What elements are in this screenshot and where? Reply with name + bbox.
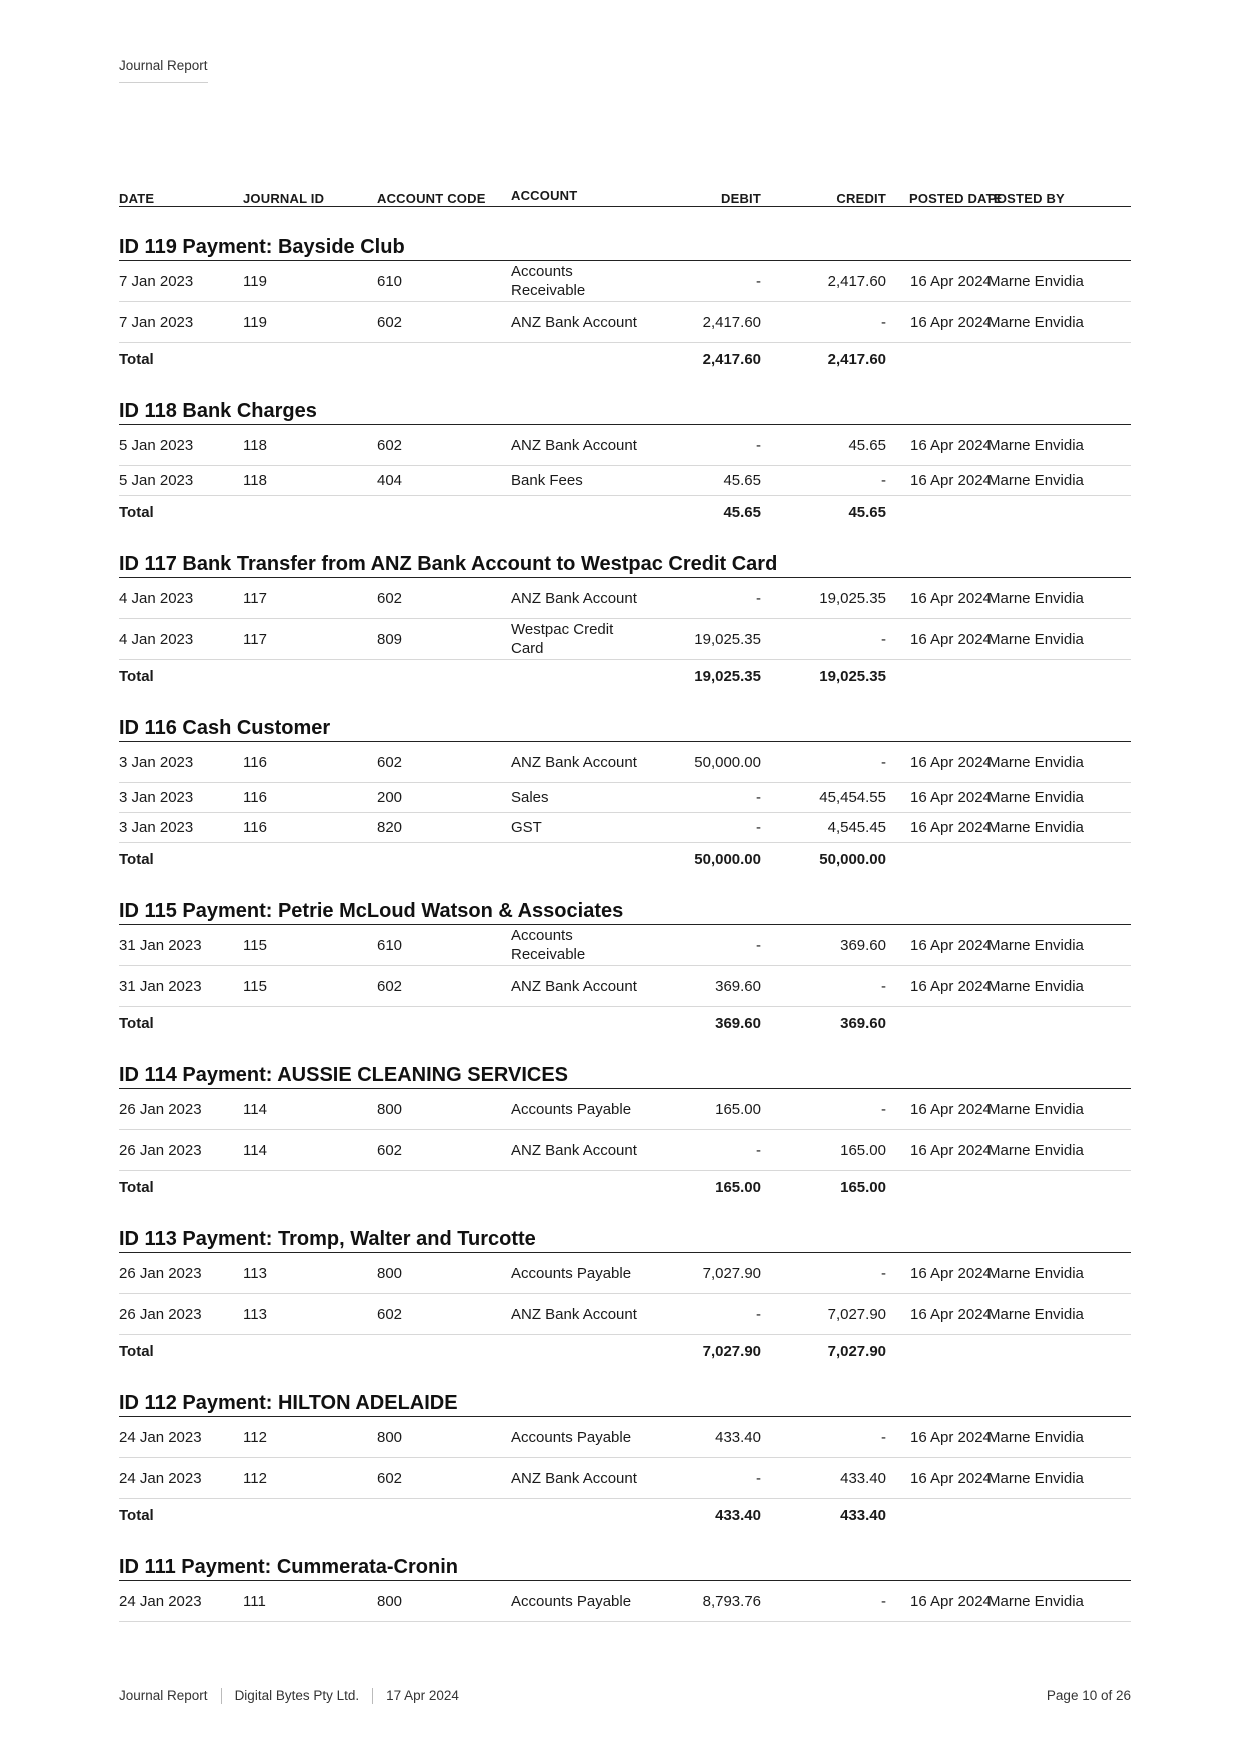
- cell-account: Bank Fees: [511, 472, 583, 489]
- cell-posted-date: 16 Apr 2024: [910, 789, 991, 806]
- total-row: [119, 1335, 1131, 1367]
- cell-credit: -: [881, 1592, 886, 1610]
- total-credit: 2,417.60: [827, 350, 886, 368]
- cell-credit: -: [881, 1100, 886, 1118]
- cell-journal-id: 111: [243, 1592, 266, 1610]
- total-label: Total: [119, 1178, 154, 1196]
- table-row: [119, 1417, 1131, 1458]
- cell-account-code: 800: [377, 1264, 403, 1282]
- table-row: [119, 925, 1131, 966]
- cell-debit: -: [756, 1305, 761, 1323]
- cell-posted-date: 16 Apr 2024: [910, 819, 991, 836]
- cell-account-code: 800: [377, 1592, 403, 1610]
- cell-journal-id: 114: [243, 1141, 267, 1159]
- cell-posted-by: Marne Envidia: [988, 1305, 1084, 1323]
- cell-posted-date: 16 Apr 2024: [910, 1592, 991, 1610]
- total-label: Total: [119, 1014, 154, 1032]
- cell-account: ANZ Bank Account: [511, 1141, 637, 1159]
- table-row: [119, 742, 1131, 783]
- cell-account-code: 610: [377, 936, 403, 954]
- cell-journal-id: 119: [243, 272, 267, 290]
- journal-report-table: [119, 182, 1131, 1622]
- cell-posted-by: Marne Envidia: [988, 436, 1084, 454]
- table-row: [119, 813, 1131, 843]
- total-row: [119, 660, 1131, 692]
- cell-debit: 165.00: [715, 1100, 761, 1118]
- cell-journal-id: 117: [243, 630, 267, 648]
- cell-account: ANZ Bank Account: [511, 1469, 637, 1487]
- footer-separator: [372, 1688, 373, 1704]
- table-row: [119, 1294, 1131, 1335]
- cell-credit: -: [881, 753, 886, 771]
- cell-date: 4 Jan 2023: [119, 589, 194, 607]
- total-row: [119, 343, 1131, 375]
- total-debit: 433.40: [715, 1506, 761, 1524]
- total-debit: 19,025.35: [694, 667, 761, 685]
- cell-posted-by: Marne Envidia: [988, 789, 1084, 806]
- cell-date: 3 Jan 2023: [119, 789, 194, 806]
- cell-posted-by: Marne Envidia: [988, 630, 1084, 648]
- cell-account: Accounts Payable: [511, 1428, 632, 1446]
- journal-section-title: ID 113 Payment: Tromp, Walter and Turcotte: [119, 1227, 1131, 1253]
- cell-date: 5 Jan 2023: [119, 472, 194, 489]
- cell-date: 31 Jan 2023: [119, 936, 202, 954]
- journal-section: [119, 716, 1131, 875]
- cell-posted-date: 16 Apr 2024: [910, 589, 991, 607]
- table-row: [119, 1253, 1131, 1294]
- journal-section: [119, 235, 1131, 375]
- cell-credit: 19,025.35: [819, 589, 886, 607]
- cell-account: ANZ Bank Account: [511, 753, 637, 771]
- cell-posted-by: Marne Envidia: [988, 589, 1084, 607]
- cell-debit: -: [756, 819, 761, 836]
- cell-credit: 165.00: [840, 1141, 886, 1159]
- cell-account-code: 602: [377, 1141, 403, 1159]
- cell-posted-by: Marne Envidia: [988, 753, 1084, 771]
- total-label: Total: [119, 350, 154, 368]
- cell-account: Accounts Payable: [511, 1100, 632, 1118]
- cell-account-code: 602: [377, 1469, 403, 1487]
- total-debit: 45.65: [723, 503, 761, 521]
- table-row: [119, 966, 1131, 1007]
- cell-posted-date: 16 Apr 2024: [910, 1428, 991, 1446]
- total-label: Total: [119, 1342, 154, 1360]
- cell-account-code: 800: [377, 1100, 403, 1118]
- total-row: [119, 1007, 1131, 1039]
- cell-debit: 8,793.76: [702, 1592, 761, 1610]
- table-row: [119, 783, 1131, 813]
- column-header-debit: DEBIT: [721, 191, 761, 206]
- cell-account: Sales: [511, 789, 549, 806]
- cell-account: ANZ Bank Account: [511, 436, 637, 454]
- cell-date: 26 Jan 2023: [119, 1141, 202, 1159]
- column-header-posted-date: POSTED DATE: [909, 191, 1003, 206]
- cell-account-code: 820: [377, 819, 403, 836]
- table-row: [119, 466, 1131, 496]
- cell-journal-id: 115: [243, 977, 267, 995]
- cell-credit: 45.65: [848, 436, 886, 454]
- cell-posted-by: Marne Envidia: [988, 819, 1084, 836]
- journal-section: [119, 552, 1131, 692]
- table-row: [119, 619, 1131, 660]
- cell-debit: 369.60: [715, 977, 761, 995]
- cell-account-code: 602: [377, 589, 403, 607]
- total-credit: 45.65: [848, 503, 886, 521]
- total-debit: 7,027.90: [702, 1342, 761, 1360]
- cell-credit: -: [881, 1264, 886, 1282]
- table-row: [119, 302, 1131, 343]
- cell-date: 24 Jan 2023: [119, 1469, 202, 1487]
- total-credit: 7,027.90: [827, 1342, 886, 1360]
- cell-posted-by: Marne Envidia: [988, 977, 1084, 995]
- cell-date: 3 Jan 2023: [119, 819, 194, 836]
- cell-posted-by: Marne Envidia: [988, 272, 1084, 290]
- table-row: [119, 1089, 1131, 1130]
- cell-posted-by: Marne Envidia: [988, 1141, 1084, 1159]
- cell-debit: 7,027.90: [702, 1264, 761, 1282]
- journal-section-title: ID 112 Payment: HILTON ADELAIDE: [119, 1391, 1131, 1417]
- cell-account: ANZ Bank Account: [511, 1305, 637, 1323]
- footer-report-name: Journal Report: [119, 1688, 208, 1703]
- cell-credit: -: [881, 1428, 886, 1446]
- cell-date: 31 Jan 2023: [119, 977, 202, 995]
- cell-journal-id: 116: [243, 753, 267, 771]
- table-row: [119, 1581, 1131, 1622]
- cell-account: ANZ Bank Account: [511, 589, 637, 607]
- footer-page-number: Page 10 of 26: [1046, 1688, 1131, 1703]
- cell-journal-id: 114: [243, 1100, 267, 1118]
- total-row: [119, 843, 1131, 875]
- total-debit: 165.00: [715, 1178, 761, 1196]
- column-header-account: ACCOUNT: [511, 188, 578, 203]
- cell-date: 26 Jan 2023: [119, 1100, 202, 1118]
- cell-account: ANZ Bank Account: [511, 313, 637, 331]
- cell-credit: -: [881, 472, 886, 489]
- cell-journal-id: 113: [243, 1305, 267, 1323]
- total-debit: 2,417.60: [702, 350, 761, 368]
- cell-credit: -: [881, 630, 886, 648]
- cell-journal-id: 118: [243, 436, 267, 454]
- cell-posted-by: Marne Envidia: [988, 1469, 1084, 1487]
- cell-posted-date: 16 Apr 2024: [910, 272, 991, 290]
- cell-posted-date: 16 Apr 2024: [910, 313, 991, 331]
- total-debit: 369.60: [715, 1014, 761, 1032]
- journal-section: [119, 1391, 1131, 1531]
- cell-account: GST: [511, 819, 542, 836]
- cell-posted-by: Marne Envidia: [988, 1592, 1084, 1610]
- cell-debit: 50,000.00: [694, 753, 761, 771]
- journal-sections: [119, 235, 1131, 1622]
- cell-debit: -: [756, 1469, 761, 1487]
- journal-section-title: ID 115 Payment: Petrie McLoud Watson & Associates: [119, 899, 1131, 925]
- total-label: Total: [119, 1506, 154, 1524]
- cell-posted-date: 16 Apr 2024: [910, 1100, 991, 1118]
- journal-section-title: ID 116 Cash Customer: [119, 716, 1131, 742]
- total-credit: 19,025.35: [819, 667, 886, 685]
- journal-section-title: ID 111 Payment: Cummerata-Cronin: [119, 1555, 1131, 1581]
- cell-debit: 433.40: [715, 1428, 761, 1446]
- cell-date: 7 Jan 2023: [119, 272, 194, 290]
- cell-account-code: 404: [377, 472, 403, 489]
- table-row: [119, 425, 1131, 466]
- cell-account-code: 602: [377, 436, 403, 454]
- column-header-row: [119, 182, 1131, 207]
- cell-credit: -: [881, 313, 886, 331]
- cell-account: Westpac Credit Card: [511, 621, 614, 657]
- cell-debit: -: [756, 936, 761, 954]
- journal-section-title: ID 114 Payment: AUSSIE CLEANING SERVICES: [119, 1063, 1131, 1089]
- total-credit: 50,000.00: [819, 850, 886, 868]
- cell-journal-id: 118: [243, 472, 267, 489]
- cell-journal-id: 116: [243, 789, 267, 806]
- cell-account-code: 602: [377, 977, 403, 995]
- total-label: Total: [119, 503, 154, 521]
- cell-journal-id: 112: [243, 1428, 267, 1446]
- cell-date: 26 Jan 2023: [119, 1264, 202, 1282]
- cell-date: 7 Jan 2023: [119, 313, 194, 331]
- cell-posted-date: 16 Apr 2024: [910, 630, 991, 648]
- total-credit: 165.00: [840, 1178, 886, 1196]
- cell-debit: 19,025.35: [694, 630, 761, 648]
- cell-credit: 2,417.60: [827, 272, 886, 290]
- cell-debit: -: [756, 789, 761, 806]
- journal-section-title: ID 119 Payment: Bayside Club: [119, 235, 1131, 261]
- cell-date: 24 Jan 2023: [119, 1428, 202, 1446]
- cell-posted-by: Marne Envidia: [988, 936, 1084, 954]
- cell-debit: 45.65: [723, 472, 761, 489]
- cell-date: 4 Jan 2023: [119, 630, 194, 648]
- table-row: [119, 1458, 1131, 1499]
- column-header-date: DATE: [119, 191, 155, 206]
- total-row: [119, 1499, 1131, 1531]
- cell-account: ANZ Bank Account: [511, 977, 637, 995]
- cell-date: 5 Jan 2023: [119, 436, 194, 454]
- cell-posted-date: 16 Apr 2024: [910, 436, 991, 454]
- cell-account: Accounts Receivable: [511, 263, 586, 299]
- journal-section: [119, 1227, 1131, 1367]
- cell-account: Accounts Payable: [511, 1592, 632, 1610]
- cell-journal-id: 119: [243, 313, 267, 331]
- cell-posted-date: 16 Apr 2024: [910, 472, 991, 489]
- cell-journal-id: 115: [243, 936, 267, 954]
- total-credit: 433.40: [840, 1506, 886, 1524]
- cell-posted-by: Marne Envidia: [988, 472, 1084, 489]
- total-label: Total: [119, 850, 154, 868]
- cell-account-code: 602: [377, 313, 403, 331]
- table-row: [119, 578, 1131, 619]
- cell-journal-id: 112: [243, 1469, 267, 1487]
- cell-posted-date: 16 Apr 2024: [910, 1264, 991, 1282]
- cell-debit: -: [756, 436, 761, 454]
- journal-section-title: ID 117 Bank Transfer from ANZ Bank Account to Westpac Credit Card: [119, 552, 1131, 578]
- cell-posted-by: Marne Envidia: [988, 1428, 1084, 1446]
- cell-account-code: 610: [377, 272, 403, 290]
- cell-posted-date: 16 Apr 2024: [910, 977, 991, 995]
- cell-credit: 45,454.55: [819, 789, 886, 806]
- cell-account: Accounts Payable: [511, 1264, 632, 1282]
- cell-credit: -: [881, 977, 886, 995]
- page-header-title: Journal Report: [119, 58, 208, 83]
- cell-date: 24 Jan 2023: [119, 1592, 202, 1610]
- total-debit: 50,000.00: [694, 850, 761, 868]
- cell-account-code: 800: [377, 1428, 403, 1446]
- total-credit: 369.60: [840, 1014, 886, 1032]
- journal-section: [119, 399, 1131, 528]
- cell-posted-date: 16 Apr 2024: [910, 936, 991, 954]
- cell-posted-date: 16 Apr 2024: [910, 1305, 991, 1323]
- total-row: [119, 1171, 1131, 1203]
- cell-debit: -: [756, 589, 761, 607]
- table-row: [119, 261, 1131, 302]
- cell-posted-date: 16 Apr 2024: [910, 1469, 991, 1487]
- column-header-credit: CREDIT: [836, 191, 886, 206]
- total-row: [119, 496, 1131, 528]
- cell-journal-id: 113: [243, 1264, 267, 1282]
- cell-date: 26 Jan 2023: [119, 1305, 202, 1323]
- cell-posted-date: 16 Apr 2024: [910, 1141, 991, 1159]
- journal-section-title: ID 118 Bank Charges: [119, 399, 1131, 425]
- cell-account-code: 809: [377, 630, 403, 648]
- column-header-posted-by: POSTED BY: [988, 191, 1065, 206]
- cell-account-code: 602: [377, 753, 403, 771]
- cell-posted-by: Marne Envidia: [988, 313, 1084, 331]
- cell-journal-id: 116: [243, 819, 267, 836]
- cell-debit: 2,417.60: [702, 313, 761, 331]
- footer-separator: [221, 1688, 222, 1704]
- cell-credit: 7,027.90: [827, 1305, 886, 1323]
- journal-section: [119, 899, 1131, 1039]
- column-header-journal-id: JOURNAL ID: [243, 191, 325, 206]
- footer-report-date: 17 Apr 2024: [386, 1688, 459, 1703]
- table-row: [119, 1130, 1131, 1171]
- cell-account-code: 200: [377, 789, 403, 806]
- cell-debit: -: [756, 1141, 761, 1159]
- footer-company-name: Digital Bytes Pty Ltd.: [234, 1688, 360, 1703]
- journal-section: [119, 1063, 1131, 1203]
- journal-section: [119, 1555, 1131, 1622]
- cell-posted-date: 16 Apr 2024: [910, 753, 991, 771]
- page-footer: [119, 1688, 1131, 1704]
- cell-journal-id: 117: [243, 589, 267, 607]
- cell-date: 3 Jan 2023: [119, 753, 194, 771]
- cell-posted-by: Marne Envidia: [988, 1264, 1084, 1282]
- cell-account-code: 602: [377, 1305, 403, 1323]
- cell-credit: 369.60: [840, 936, 886, 954]
- cell-credit: 4,545.45: [827, 819, 886, 836]
- total-label: Total: [119, 667, 154, 685]
- cell-posted-by: Marne Envidia: [988, 1100, 1084, 1118]
- column-header-account-code: ACCOUNT CODE: [377, 191, 486, 206]
- cell-debit: -: [756, 272, 761, 290]
- cell-credit: 433.40: [840, 1469, 886, 1487]
- cell-account: Accounts Receivable: [511, 927, 586, 963]
